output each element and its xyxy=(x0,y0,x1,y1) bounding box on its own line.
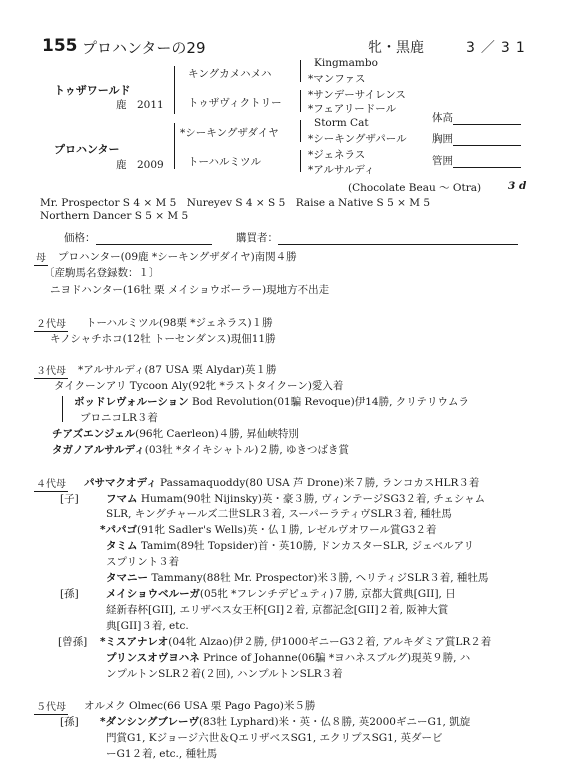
gen3-tag: ３代母 xyxy=(36,366,66,377)
dam-dam: トーハルミツル xyxy=(188,156,261,168)
sex-color: 牝・黒鹿 xyxy=(368,40,424,56)
gen4-great-1: *ミスアナレオ(04牝 Alzao)伊２勝, 伊1000ギニーG3２着, アルキダミア賞LR２着 xyxy=(100,636,492,648)
gen4-great-2: プリンスオヴヨハネ Prince of Johanne(06騙 *ヨハネスブルグ)現英９勝, ハ xyxy=(106,652,471,664)
gen4-child-1: フマム Humam(90牡 Nijinsky)英・豪３勝, ヴィンテージSG3２着, チェシャム xyxy=(106,493,486,505)
dam-line-3: ニヨドハンター(16牡 栗 メイショウボーラー)現地方不出走 xyxy=(50,284,330,296)
gen4-grand-tag: [孫] xyxy=(60,588,79,600)
dam-section-tag: 母 xyxy=(36,253,46,264)
gen5-tag: ５代母 xyxy=(36,702,66,713)
lot-number: 155 xyxy=(42,36,78,56)
gen3-line-3: ボッドレヴォルーション Bod Revolution(01騙 Revoque)伊14勝, クリテリウムラ xyxy=(74,396,469,408)
sire-sire: キングカメハメハ xyxy=(188,68,272,80)
gen2-tag: ２代母 xyxy=(36,319,66,330)
gen2-line-1: トーハルミツル(98栗 *ジェネラス)１勝 xyxy=(86,317,273,329)
gen4-child-3: タミム Tamim(89牡 Topsider)首・英10勝, ドンカスターSLR, ジェベルアリ xyxy=(106,540,475,552)
gen4-grand-1-cont2: 典[GII]３着, etc. xyxy=(106,620,189,632)
dam-sire-sire: Storm Cat xyxy=(314,117,369,129)
gen5-grand-1-cont: 門賞G1, Kジョージ六世＆QエリザベスSG1, エクリプスSG1, 英ダービ xyxy=(106,732,443,744)
gen4-child-1-cont: SLR, キングチャールズ二世SLR３着, スーパーラティヴSLR３着, 種牡馬 xyxy=(106,508,452,520)
sire-dam: トゥザヴィクトリー xyxy=(188,97,282,109)
sire-color-year: 鹿 2011 xyxy=(116,99,164,111)
gen3-line-6: タガノアルサルディ(03牡 *タイキシャトル)２勝, ゆきつばき賞 xyxy=(52,444,350,456)
gen4-main: パサマクオディ Passamaquoddy(80 USA 芦 Drone)米７勝, ランコカスHLR３着 xyxy=(84,477,480,489)
gen4-grand-1: メイショウベルーガ(05牝 *フレンチデピュティ)７勝, 京都大賞典[GII], 日 xyxy=(106,588,456,600)
family-number: 3 d xyxy=(508,180,527,192)
gen4-grand-1-cont: 経新春杯[GII], エリザベス女王杯[GI]２着, 京都記念[GII]２着, 阪神大賞 xyxy=(106,604,449,616)
buyer-label: 購買者： xyxy=(236,232,278,244)
dam-dam-dam: *アルサルディ xyxy=(308,164,375,176)
gen3-line-4: ブロニコLR３着 xyxy=(80,412,158,424)
gen4-great-tag: [曾孫] xyxy=(58,636,88,648)
gen5-grand-1-cont2: ーG1２着, etc., 種牡馬 xyxy=(106,748,218,760)
gen4-children-tag: [子] xyxy=(60,493,79,505)
height-label: 体高 xyxy=(432,110,521,125)
horse-name: プロハンターの29 xyxy=(82,39,206,57)
gen2-line-2: キノシャチホコ(12牡 トーセンダンス)現佃11勝 xyxy=(50,333,276,345)
price-label: 価格： xyxy=(64,232,96,244)
dam-sire-dam: *シーキングザパール xyxy=(308,133,407,145)
gen4-child-2: *パパゴ(91牝 Sadler's Wells)英・仏１勝, レゼルヴオワール賞G3２着 xyxy=(100,524,437,536)
gen4-tag: ４代母 xyxy=(36,479,66,490)
sire-sire-dam: *マンファス xyxy=(308,73,366,85)
dam-color-year: 鹿 2009 xyxy=(116,159,164,171)
gen4-child-3-cont: スプリント３着 xyxy=(106,556,180,568)
gen5-grand-1: *ダンシングブレーヴ(83牡 Lyphard)米・英・仏８勝, 英2000ギニーG1, 凱旋 xyxy=(100,716,471,728)
gen4-child-4: タマニー Tammany(88牡 Mr. Prospector)米３勝, ヘリティジSLR３着, 種牡馬 xyxy=(106,572,489,584)
sire-dam-dam: *フェアリードール xyxy=(308,103,397,115)
gen3-line-1: *アルサルディ(87 USA 栗 Alydar)英１勝 xyxy=(78,364,277,376)
dam-line-2: 〔産駒馬名登録数：１〕 xyxy=(44,267,160,279)
sire-sire-sire: Kingmambo xyxy=(314,57,378,69)
gen3-line-5: チアズエンジェル(96牝 Caerleon)４勝, 昇仙峡特別 xyxy=(52,428,299,440)
inbreeding-line-2: Northern Dancer S 5 × M 5 xyxy=(40,210,189,222)
sire-dam-sire: *サンデーサイレンス xyxy=(308,89,406,101)
gen5-main: オルメク Olmec(66 USA 栗 Pago Pago)米５勝 xyxy=(84,700,316,712)
chest-label: 胸囲 xyxy=(432,131,521,146)
gen3-line-2: タイクーンアリ Tycoon Aly(92牝 *ラストタイクーン)愛入着 xyxy=(54,380,344,392)
birth-date: 3／31 xyxy=(466,40,531,56)
cannon-label: 管囲 xyxy=(432,153,521,168)
dam-name: プロハンター xyxy=(54,143,120,156)
dam-dam-sire: *ジェネラス xyxy=(308,149,366,161)
gen4-great-2-cont: ンプルトンSLR２着(２回), ハンプルトンSLR３着 xyxy=(106,668,343,680)
gen5-grand-tag: [孫] xyxy=(60,716,79,728)
price-row xyxy=(64,230,212,245)
dam-sire: *シーキングザダイヤ xyxy=(180,127,279,139)
buyer-row xyxy=(236,230,518,245)
inbreeding-line-1: Mr. Prospector S 4 × M 5 Nureyev S 4 × S 5 Raise a Native S 5 × M 5 xyxy=(40,197,431,209)
family-note: (Chocolate Beau ～ Otra) xyxy=(348,182,482,194)
dam-line-1: プロハンター(09鹿 *シーキングザダイヤ)南関４勝 xyxy=(58,251,297,263)
sire-name: トゥザワールド xyxy=(54,84,131,97)
